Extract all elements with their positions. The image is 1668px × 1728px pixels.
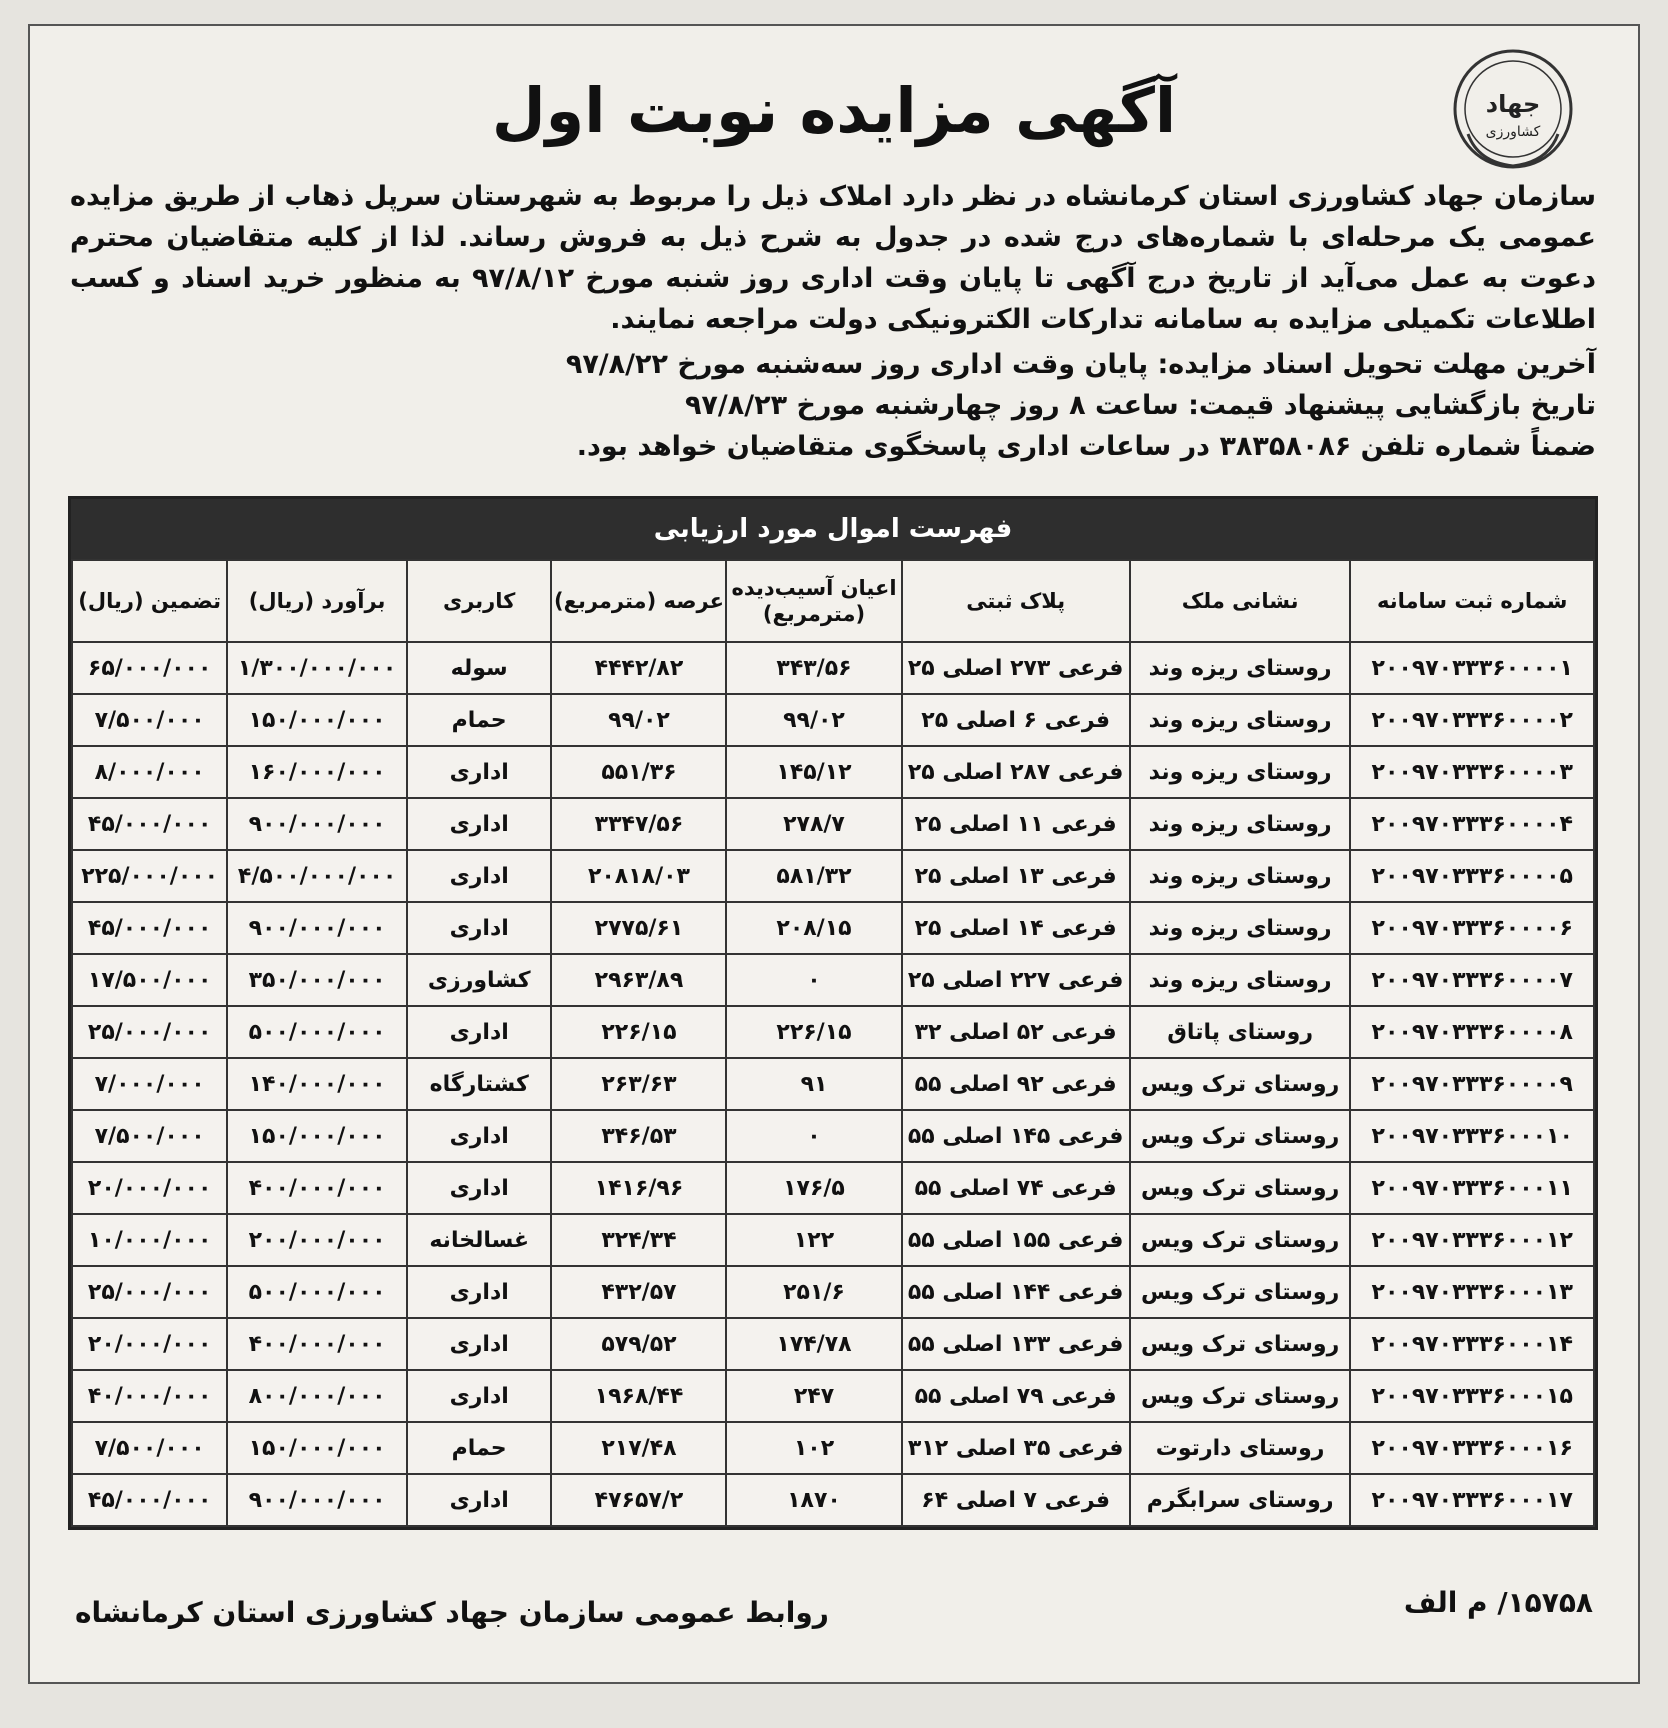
- cell-usage: اداری: [407, 850, 552, 902]
- cell-land-area: ۲۰۸۱۸/۰۳: [551, 850, 726, 902]
- cell-damaged-building-area: ۹۱: [726, 1058, 901, 1110]
- cell-usage: اداری: [407, 1266, 552, 1318]
- cell-registration-number: ۲۰۰۹۷۰۳۳۳۶۰۰۰۱۱: [1350, 1162, 1594, 1214]
- cell-property-address: روستای ترک ویس: [1130, 1370, 1351, 1422]
- cell-registration-number: ۲۰۰۹۷۰۳۳۳۶۰۰۰۰۵: [1350, 850, 1594, 902]
- cell-registration-number: ۲۰۰۹۷۰۳۳۳۶۰۰۰۰۱: [1350, 642, 1594, 694]
- cell-registration-number: ۲۰۰۹۷۰۳۳۳۶۰۰۰۱۶: [1350, 1422, 1594, 1474]
- cell-land-area: ۲۱۷/۴۸: [551, 1422, 726, 1474]
- cell-estimate: ۴/۵۰۰/۰۰۰/۰۰۰: [227, 850, 407, 902]
- opening-date-line: تاریخ بازگشایی پیشنهاد قیمت: ساعت ۸ روز چهارشنبه مورخ ۹۷/۸/۲۳: [684, 390, 1596, 421]
- cell-registration-number: ۲۰۰۹۷۰۳۳۳۶۰۰۰۰۷: [1350, 954, 1594, 1006]
- cell-usage: اداری: [407, 1370, 552, 1422]
- jahad-keshavarzi-logo: [1448, 44, 1578, 174]
- cell-plot-number: فرعی ۲۲۷ اصلی ۲۵: [902, 954, 1130, 1006]
- table-row: [72, 1422, 1594, 1474]
- cell-damaged-building-area: ۲۰۸/۱۵: [726, 902, 901, 954]
- cell-plot-number: فرعی ۱۴۴ اصلی ۵۵: [902, 1266, 1130, 1318]
- cell-estimate: ۸۰۰/۰۰۰/۰۰۰: [227, 1370, 407, 1422]
- cell-property-address: روستای ترک ویس: [1130, 1162, 1351, 1214]
- phone-line: ضمناً شماره تلفن ۳۸۳۵۸۰۸۶ در ساعات اداری پاسخگوی متقاضیان خواهد بود.: [576, 431, 1596, 462]
- cell-estimate: ۱۵۰/۰۰۰/۰۰۰: [227, 1110, 407, 1162]
- header-guarantee: تضمین (ریال): [72, 560, 227, 642]
- cell-land-area: ۵۷۹/۵۲: [551, 1318, 726, 1370]
- cell-property-address: روستای ریزه وند: [1130, 746, 1351, 798]
- cell-land-area: ۳۴۶/۵۳: [551, 1110, 726, 1162]
- cell-registration-number: ۲۰۰۹۷۰۳۳۳۶۰۰۰۱۵: [1350, 1370, 1594, 1422]
- cell-damaged-building-area: ۰: [726, 1110, 901, 1162]
- cell-guarantee: ۷/۵۰۰/۰۰۰: [72, 1110, 227, 1162]
- cell-property-address: روستای ریزه وند: [1130, 642, 1351, 694]
- cell-property-address: روستای ترک ویس: [1130, 1214, 1351, 1266]
- cell-guarantee: ۴۰/۰۰۰/۰۰۰: [72, 1370, 227, 1422]
- cell-estimate: ۹۰۰/۰۰۰/۰۰۰: [227, 798, 407, 850]
- cell-plot-number: فرعی ۵۲ اصلی ۳۲: [902, 1006, 1130, 1058]
- table-row: [72, 850, 1594, 902]
- cell-registration-number: ۲۰۰۹۷۰۳۳۳۶۰۰۰۱۴: [1350, 1318, 1594, 1370]
- cell-usage: اداری: [407, 798, 552, 850]
- cell-plot-number: فرعی ۶ اصلی ۲۵: [902, 694, 1130, 746]
- cell-estimate: ۹۰۰/۰۰۰/۰۰۰: [227, 902, 407, 954]
- cell-damaged-building-area: ۳۴۳/۵۶: [726, 642, 901, 694]
- cell-estimate: ۱۴۰/۰۰۰/۰۰۰: [227, 1058, 407, 1110]
- cell-usage: اداری: [407, 1006, 552, 1058]
- cell-property-address: روستای ترک ویس: [1130, 1110, 1351, 1162]
- page-title: آگهی مزایده نوبت اول: [491, 74, 1177, 147]
- cell-guarantee: ۱۰/۰۰۰/۰۰۰: [72, 1214, 227, 1266]
- cell-usage: اداری: [407, 1110, 552, 1162]
- cell-guarantee: ۴۵/۰۰۰/۰۰۰: [72, 1474, 227, 1526]
- cell-land-area: ۱۹۶۸/۴۴: [551, 1370, 726, 1422]
- cell-estimate: ۱۶۰/۰۰۰/۰۰۰: [227, 746, 407, 798]
- cell-estimate: ۵۰۰/۰۰۰/۰۰۰: [227, 1006, 407, 1058]
- cell-property-address: روستای ریزه وند: [1130, 902, 1351, 954]
- cell-estimate: ۱۵۰/۰۰۰/۰۰۰: [227, 1422, 407, 1474]
- cell-registration-number: ۲۰۰۹۷۰۳۳۳۶۰۰۰۰۸: [1350, 1006, 1594, 1058]
- table-row: [72, 1266, 1594, 1318]
- cell-damaged-building-area: ۹۹/۰۲: [726, 694, 901, 746]
- cell-usage: اداری: [407, 1162, 552, 1214]
- cell-guarantee: ۱۷/۵۰۰/۰۰۰: [72, 954, 227, 1006]
- cell-registration-number: ۲۰۰۹۷۰۳۳۳۶۰۰۰۱۳: [1350, 1266, 1594, 1318]
- table-row: [72, 1318, 1594, 1370]
- assets-table: [68, 496, 1598, 1530]
- cell-guarantee: ۴۵/۰۰۰/۰۰۰: [72, 798, 227, 850]
- cell-plot-number: فرعی ۱۴۵ اصلی ۵۵: [902, 1110, 1130, 1162]
- cell-property-address: روستای ریزه وند: [1130, 850, 1351, 902]
- cell-land-area: ۲۶۳/۶۳: [551, 1058, 726, 1110]
- cell-plot-number: فرعی ۲۷۳ اصلی ۲۵: [902, 642, 1130, 694]
- footer-signature: روابط عمومی سازمان جهاد کشاورزی استان کرمانشاه: [75, 1596, 829, 1629]
- cell-guarantee: ۲۲۵/۰۰۰/۰۰۰: [72, 850, 227, 902]
- cell-damaged-building-area: ۱۷۴/۷۸: [726, 1318, 901, 1370]
- cell-usage: سوله: [407, 642, 552, 694]
- header-estimate: برآورد (ریال): [227, 560, 407, 642]
- cell-estimate: ۲۰۰/۰۰۰/۰۰۰: [227, 1214, 407, 1266]
- cell-damaged-building-area: ۱۰۲: [726, 1422, 901, 1474]
- cell-usage: حمام: [407, 1422, 552, 1474]
- cell-guarantee: ۲۰/۰۰۰/۰۰۰: [72, 1318, 227, 1370]
- table-title: فهرست اموال مورد ارزیابی: [71, 499, 1595, 559]
- cell-registration-number: ۲۰۰۹۷۰۳۳۳۶۰۰۰۰۳: [1350, 746, 1594, 798]
- cell-registration-number: ۲۰۰۹۷۰۳۳۳۶۰۰۰۰۴: [1350, 798, 1594, 850]
- cell-usage: اداری: [407, 746, 552, 798]
- cell-registration-number: ۲۰۰۹۷۰۳۳۳۶۰۰۰۰۹: [1350, 1058, 1594, 1110]
- cell-property-address: روستای ریزه وند: [1130, 798, 1351, 850]
- cell-usage: حمام: [407, 694, 552, 746]
- cell-estimate: ۱۵۰/۰۰۰/۰۰۰: [227, 694, 407, 746]
- cell-damaged-building-area: ۲۷۸/۷: [726, 798, 901, 850]
- cell-usage: کشتارگاه: [407, 1058, 552, 1110]
- footer-code: ۱۵۷۵۸/ م الف: [1403, 1586, 1593, 1619]
- cell-guarantee: ۶۵/۰۰۰/۰۰۰: [72, 642, 227, 694]
- cell-plot-number: فرعی ۱۱ اصلی ۲۵: [902, 798, 1130, 850]
- cell-usage: غسالخانه: [407, 1214, 552, 1266]
- cell-land-area: ۳۲۴/۳۴: [551, 1214, 726, 1266]
- cell-plot-number: فرعی ۱۴ اصلی ۲۵: [902, 902, 1130, 954]
- cell-usage: اداری: [407, 1474, 552, 1526]
- cell-guarantee: ۲۵/۰۰۰/۰۰۰: [72, 1006, 227, 1058]
- table-row: [72, 902, 1594, 954]
- cell-damaged-building-area: ۵۸۱/۳۲: [726, 850, 901, 902]
- cell-plot-number: فرعی ۳۵ اصلی ۳۱۲: [902, 1422, 1130, 1474]
- cell-land-area: ۱۴۱۶/۹۶: [551, 1162, 726, 1214]
- cell-estimate: ۳۵۰/۰۰۰/۰۰۰: [227, 954, 407, 1006]
- cell-estimate: ۵۰۰/۰۰۰/۰۰۰: [227, 1266, 407, 1318]
- cell-property-address: روستای پاتاق: [1130, 1006, 1351, 1058]
- cell-usage: کشاورزی: [407, 954, 552, 1006]
- table-row: [72, 642, 1594, 694]
- cell-land-area: ۴۷۶۵۷/۲: [551, 1474, 726, 1526]
- cell-registration-number: ۲۰۰۹۷۰۳۳۳۶۰۰۰۱۲: [1350, 1214, 1594, 1266]
- cell-property-address: روستای ترک ویس: [1130, 1318, 1351, 1370]
- cell-land-area: ۲۹۶۳/۸۹: [551, 954, 726, 1006]
- cell-guarantee: ۷/۵۰۰/۰۰۰: [72, 1422, 227, 1474]
- cell-damaged-building-area: ۱۲۲: [726, 1214, 901, 1266]
- cell-plot-number: فرعی ۱۳ اصلی ۲۵: [902, 850, 1130, 902]
- table-row: [72, 1058, 1594, 1110]
- deadline-line: آخرین مهلت تحویل اسناد مزایده: پایان وقت اداری روز سه‌شنبه مورخ ۹۷/۸/۲۲: [565, 349, 1596, 380]
- table-row: [72, 798, 1594, 850]
- table-row: [72, 954, 1594, 1006]
- table-row: [72, 1370, 1594, 1422]
- cell-plot-number: فرعی ۷۴ اصلی ۵۵: [902, 1162, 1130, 1214]
- cell-registration-number: ۲۰۰۹۷۰۳۳۳۶۰۰۰۰۲: [1350, 694, 1594, 746]
- header-land-area: عرصه (مترمربع): [551, 560, 726, 642]
- cell-land-area: ۴۳۲/۵۷: [551, 1266, 726, 1318]
- table-row: [72, 1162, 1594, 1214]
- cell-land-area: ۴۴۴۲/۸۲: [551, 642, 726, 694]
- cell-registration-number: ۲۰۰۹۷۰۳۳۳۶۰۰۰۱۷: [1350, 1474, 1594, 1526]
- svg-text:کشاورزی: کشاورزی: [1485, 124, 1541, 140]
- table-header-row: [72, 560, 1594, 642]
- cell-usage: اداری: [407, 902, 552, 954]
- cell-land-area: ۵۵۱/۳۶: [551, 746, 726, 798]
- cell-guarantee: ۸/۰۰۰/۰۰۰: [72, 746, 227, 798]
- table-row: [72, 1110, 1594, 1162]
- header-usage: کاربری: [407, 560, 552, 642]
- header-damaged-building-area: اعیان آسیب‌دیده (مترمربع): [726, 560, 901, 642]
- cell-property-address: روستای ترک ویس: [1130, 1058, 1351, 1110]
- cell-plot-number: فرعی ۹۲ اصلی ۵۵: [902, 1058, 1130, 1110]
- cell-usage: اداری: [407, 1318, 552, 1370]
- cell-damaged-building-area: ۲۲۶/۱۵: [726, 1006, 901, 1058]
- table-row: [72, 746, 1594, 798]
- svg-text:جهاد: جهاد: [1485, 90, 1541, 118]
- cell-property-address: روستای ریزه وند: [1130, 694, 1351, 746]
- header-registration-number: شماره ثبت سامانه: [1350, 560, 1594, 642]
- cell-guarantee: ۷/۰۰۰/۰۰۰: [72, 1058, 227, 1110]
- info-lines: [70, 344, 1596, 467]
- advertisement-page: [28, 24, 1640, 1684]
- cell-plot-number: فرعی ۷۹ اصلی ۵۵: [902, 1370, 1130, 1422]
- table-row: [72, 1214, 1594, 1266]
- cell-guarantee: ۲۰/۰۰۰/۰۰۰: [72, 1162, 227, 1214]
- cell-damaged-building-area: ۱۷۶/۵: [726, 1162, 901, 1214]
- cell-guarantee: ۷/۵۰۰/۰۰۰: [72, 694, 227, 746]
- cell-estimate: ۴۰۰/۰۰۰/۰۰۰: [227, 1318, 407, 1370]
- table-row: [72, 1006, 1594, 1058]
- cell-guarantee: ۲۵/۰۰۰/۰۰۰: [72, 1266, 227, 1318]
- cell-property-address: روستای دارتوت: [1130, 1422, 1351, 1474]
- cell-registration-number: ۲۰۰۹۷۰۳۳۳۶۰۰۰۱۰: [1350, 1110, 1594, 1162]
- cell-plot-number: فرعی ۷ اصلی ۶۴: [902, 1474, 1130, 1526]
- intro-paragraph: سازمان جهاد کشاورزی استان کرمانشاه در نظر دارد املاک ذیل را مربوط به شهرستان سرپل ذهاب از طریق مزایده عمومی یک مرحله‌ای با شماره‌های درج شده در جدول به شرح ذیل به فروش رساند. لذا از کلیه متقاضیان محترم دعوت به عمل می‌آید از تاریخ درج آگهی تا پایان وقت اداری روز شنبه مورخ ۹۷/۸/۱۲ به منظور خرید اسناد و کسب اطلاعات تکمیلی مزایده به سامانه تدارکات الکترونیکی دولت مراجعه نمایند.: [70, 181, 1596, 335]
- cell-damaged-building-area: ۰: [726, 954, 901, 1006]
- cell-damaged-building-area: ۱۸۷۰: [726, 1474, 901, 1526]
- header-plot-number: پلاک ثبتی: [902, 560, 1130, 642]
- cell-guarantee: ۴۵/۰۰۰/۰۰۰: [72, 902, 227, 954]
- table-row: [72, 694, 1594, 746]
- cell-damaged-building-area: ۲۵۱/۶: [726, 1266, 901, 1318]
- header-property-address: نشانی ملک: [1130, 560, 1351, 642]
- cell-plot-number: فرعی ۱۳۳ اصلی ۵۵: [902, 1318, 1130, 1370]
- cell-land-area: ۳۳۴۷/۵۶: [551, 798, 726, 850]
- cell-registration-number: ۲۰۰۹۷۰۳۳۳۶۰۰۰۰۶: [1350, 902, 1594, 954]
- cell-plot-number: فرعی ۲۸۷ اصلی ۲۵: [902, 746, 1130, 798]
- cell-property-address: روستای ریزه وند: [1130, 954, 1351, 1006]
- cell-plot-number: فرعی ۱۵۵ اصلی ۵۵: [902, 1214, 1130, 1266]
- cell-estimate: ۴۰۰/۰۰۰/۰۰۰: [227, 1162, 407, 1214]
- table-row: [72, 1474, 1594, 1526]
- cell-property-address: روستای سرابگرم: [1130, 1474, 1351, 1526]
- cell-damaged-building-area: ۱۴۵/۱۲: [726, 746, 901, 798]
- cell-land-area: ۹۹/۰۲: [551, 694, 726, 746]
- cell-damaged-building-area: ۲۴۷: [726, 1370, 901, 1422]
- cell-estimate: ۹۰۰/۰۰۰/۰۰۰: [227, 1474, 407, 1526]
- cell-land-area: ۲۷۷۵/۶۱: [551, 902, 726, 954]
- cell-estimate: ۱/۳۰۰/۰۰۰/۰۰۰: [227, 642, 407, 694]
- cell-land-area: ۲۲۶/۱۵: [551, 1006, 726, 1058]
- cell-property-address: روستای ترک ویس: [1130, 1266, 1351, 1318]
